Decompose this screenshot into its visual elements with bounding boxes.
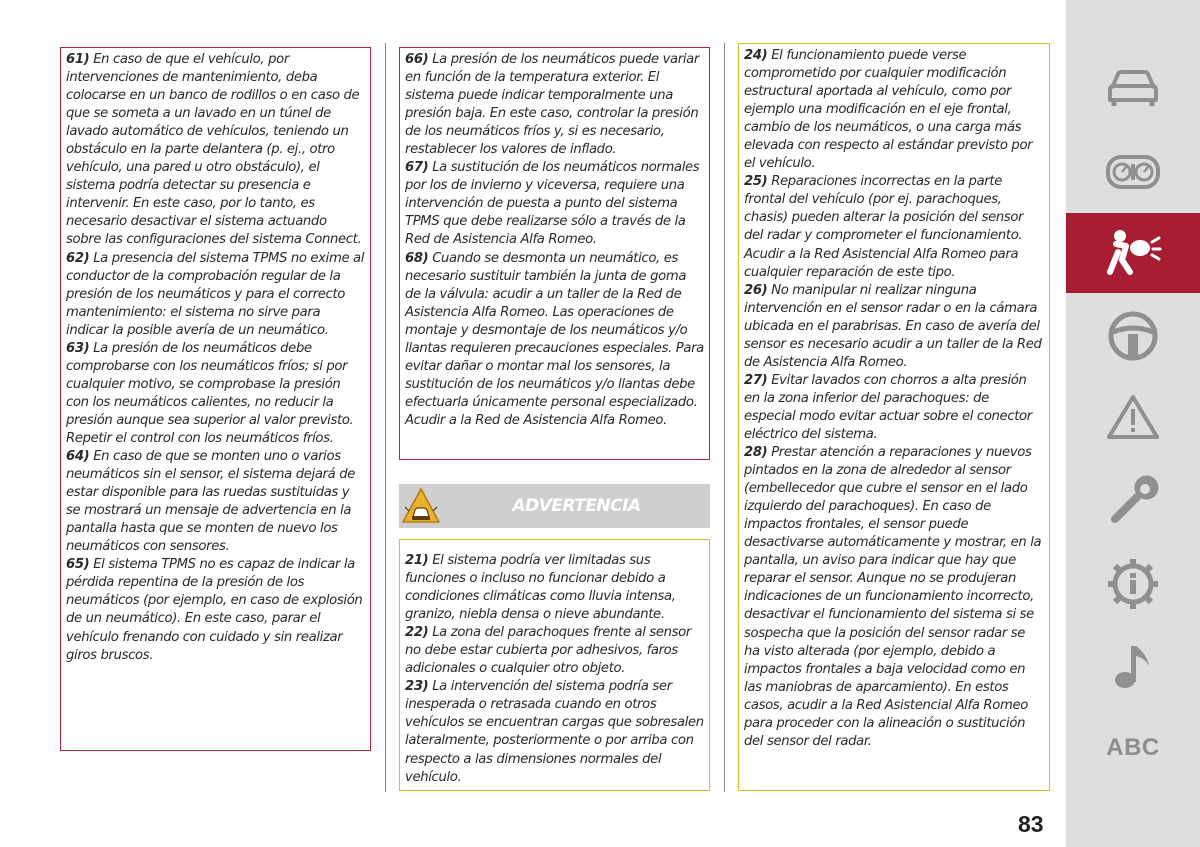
warning-notes-box — [399, 539, 710, 791]
technical-data-icon — [1106, 557, 1160, 611]
column-divider-2 — [724, 43, 725, 792]
note-67: 67) La sustitución de los neumáticos normales por los de invierno y viceversa, requiere una intervención de puesta a punto del sistema TPMS que debe realizarse sólo a través de la Red de Asistencia Alfa Romeo. — [405, 160, 700, 248]
note-22: 22) La zona del parachoques frente al sensor no debe estar cubierta por adhesivos, faros adicionales o cualquier otro objeto. — [405, 625, 691, 677]
note-63: 63) La presión de los neumáticos debe comprobarse con los neumáticos fríos; si por cualquier motivo, se comprobase la presión con los neumáticos calientes, no reducir la presión aunque sea superior al valor previsto. Repetir el control con los neumáticos fríos. — [66, 340, 354, 446]
warning-triangle-icon — [1106, 393, 1160, 441]
sidebar-item-technical-data[interactable] — [1066, 544, 1200, 624]
sidebar-item-dashboard[interactable] — [1066, 132, 1200, 212]
note-66: 66) La presión de los neumáticos puede variar en función de la temperatura exterior. El sistema puede indicar temporalmente una presión baja. En este caso, controlar la presión de los neumáticos fríos y, si es necesario, restablecer los valores de inflado. — [405, 52, 699, 158]
warning-title: ADVERTENCIA — [512, 496, 641, 516]
warning-car-icon — [401, 487, 441, 525]
airbag-safety-icon — [1104, 228, 1162, 278]
note-26: 26) No manipular ni realizar ninguna intervención en el sensor radar o en la cámara ubicada en el parabrisas. En caso de avería del sensor es necesario acudir a un taller de la Red de Asistencia Alfa Romeo. — [744, 282, 1042, 370]
note-27: 27) Evitar lavados con chorros a alta presión en la zona inferior del parachoques: de especial modo evitar actuar sobre el conector eléctrico del sistema. — [744, 372, 1032, 442]
index-abc-label: ABC — [1106, 734, 1160, 761]
note-61: 61) En caso de que el vehículo, por intervenciones de mantenimiento, deba colocarse en un banco de rodillos o en caso de que se someta a un lavado en un túnel de lavado automático de vehículos, teniendo un obstáculo en la parte delantera (p. ej., otro vehículo, una pared u otro obstáculo), el sistema podría detectar su presencia e intervenir. En este caso, por lo tanto, es necesario desactivar el sistema actuando sobre las configuraciones del sistema Connect. — [66, 52, 362, 248]
note-64: 64) En caso de que se monten uno o varios neumáticos sin el sensor, el sistema dejará de estar disponible para las ruedas sustituidas y se mostrará un mensaje de advertencia en la pantalla hasta que se monten de nuevo los neumáticos con sensores. — [66, 449, 355, 555]
wrench-icon — [1107, 475, 1159, 527]
sidebar-item-steering[interactable] — [1066, 296, 1200, 376]
note-21: 21) El sistema podría ver limitadas sus funciones o incluso no funcionar debido a condiciones climáticas como lluvia intensa, granizo, niebla densa o nieve abundante. — [405, 553, 676, 623]
note-25: 25) Reparaciones incorrectas en la parte frontal del vehículo (por ej. parachoques, chasis) pueden alterar la posición del sensor del radar y comprometer el funcionamiento. Acudir a la Red Asistencial Alfa Romeo para cualquier reparación de este tipo. — [744, 174, 1024, 280]
notes-box-column-1 — [60, 47, 371, 751]
page-number: 83 — [1018, 811, 1044, 837]
note-65: 65) El sistema TPMS no es capaz de indicar la pérdida repentina de la presión de los neumáticos (por ejemplo, en caso de explosión de un neumático). En este caso, parar el vehículo frenando con cuidado y sin realizar giros bruscos. — [66, 557, 363, 663]
note-24: 24) El funcionamiento puede verse comprometido por cualquier modificación estructural aportada al vehículo, como por ejemplo una modificación en el eje frontal, cambio de los neumáticos, o una carga más elevada con respecto al estándar previsto por el vehículo. — [744, 48, 1033, 172]
sidebar-item-index[interactable] — [1066, 708, 1200, 788]
music-note-icon — [1111, 640, 1155, 692]
note-28: 28) Prestar atención a reparaciones y nuevos pintados en la zona de alrededor al sensor (embellecedor que cubre el sensor en el lado izquierdo del parachoques). En caso de impactos frontales, el sensor puede desactivarse automáticamente y mostrar, en la pantalla, un aviso para indicar que hay que reparar el sensor. Aunque no se produjeran indicaciones de un funcionamiento incorrecto, desactivar el funcionamiento del sistema si se sospecha que la posición del sensor radar se ha visto alterada (por ejemplo, debido a impactos frontales a baja velocidad como en las maniobras de aparcamiento). En estos casos, acudir a la Red Asistencial Alfa Romeo para proceder con la alineación o sustitución del sensor del radar. — [744, 445, 1042, 749]
note-62: 62) La presencia del sistema TPMS no exime al conductor de la comprobación regular de la presión de los neumáticos y para el correcto mantenimiento: el sistema no sirve para indicar la posible avería de un neumático. — [66, 250, 365, 338]
sidebar-item-maintenance[interactable] — [1066, 461, 1200, 541]
chapter-sidebar — [1066, 0, 1200, 847]
sidebar-item-car[interactable] — [1066, 48, 1200, 128]
sidebar-item-safety[interactable] — [1066, 213, 1200, 293]
note-68: 68) Cuando se desmonta un neumático, es necesario sustituir también la junta de goma de la válvula: acudir a un taller de la Red de Asistencia Alfa Romeo. Las operaciones de montaje y desmontaje de los neumáticos y/o llantas requieren precauciones especiales. Para evitar dañar o montar mal los sensores, la sustitución de los neumáticos y/o llantas debe efectuarla únicamente personal especializado. Acudir a la Red de Asistencia Alfa Romeo. — [405, 250, 704, 428]
column-divider-1 — [385, 43, 386, 792]
notes-box-column-2 — [399, 47, 710, 460]
warning-banner — [399, 484, 710, 528]
sidebar-item-warnings[interactable] — [1066, 377, 1200, 457]
car-icon — [1106, 68, 1160, 108]
sidebar-item-multimedia[interactable] — [1066, 626, 1200, 706]
steering-wheel-icon — [1107, 310, 1159, 362]
notes-box-column-3 — [738, 43, 1050, 791]
note-23: 23) La intervención del sistema podría ser inesperada o retrasada cuando en otros vehículos se encuentran cargas que sobresalen lateralmente, posteriormente o por arriba con respecto a las dimensiones normales del vehículo. — [405, 679, 704, 785]
dashboard-gauges-icon — [1105, 152, 1161, 192]
